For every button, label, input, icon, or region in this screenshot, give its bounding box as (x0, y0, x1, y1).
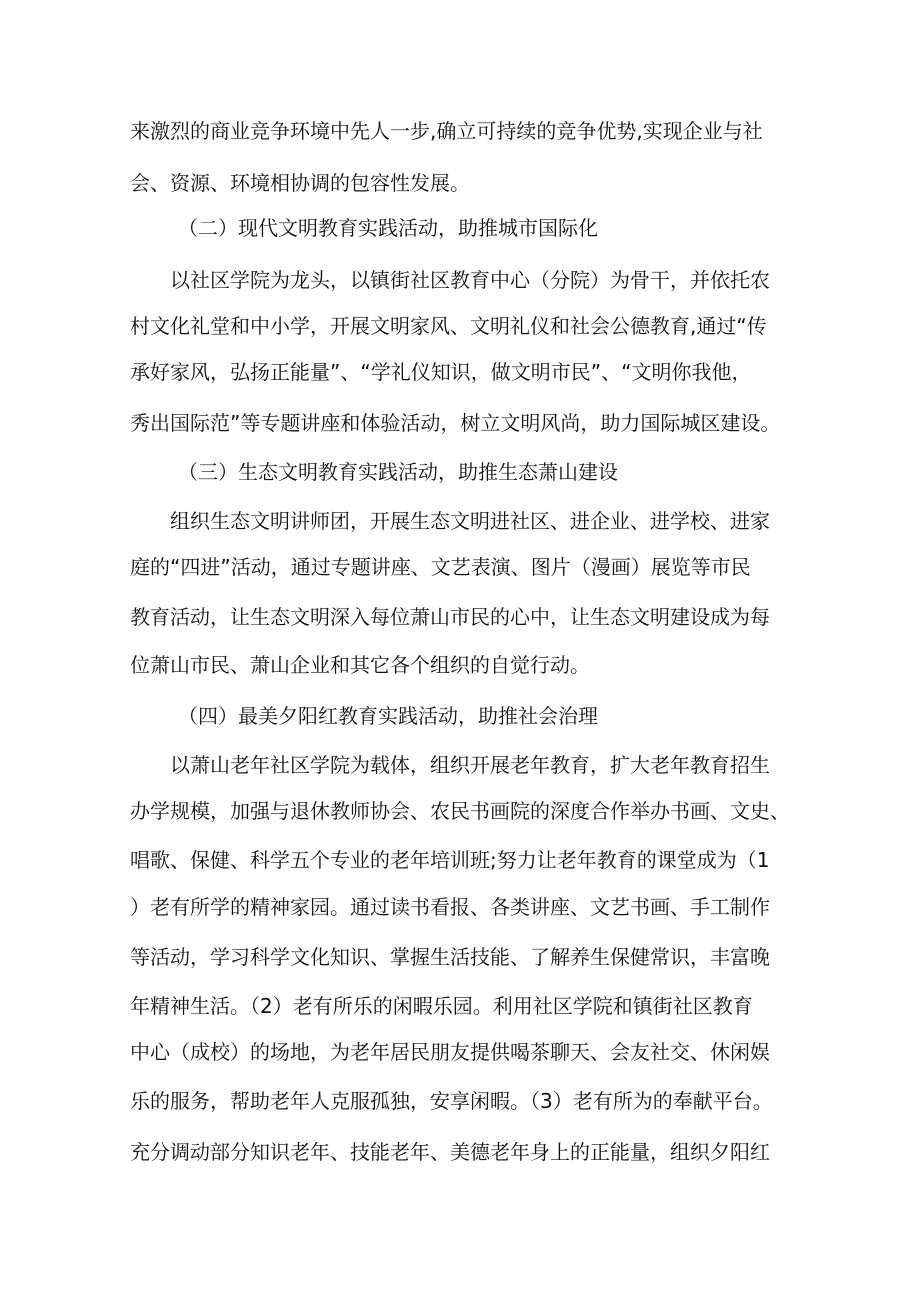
text-line: 以社区学院为龙头，以镇街社区教育中心（分院）为骨干，并依托农 (170, 268, 770, 292)
text-line: 充分调动部分知识老年、技能老年、美德老年身上的正能量，组织夕阳红 (130, 1140, 770, 1164)
text-line: ）老有所学的精神家园。通过读书看报、各类讲座、文艺书画、手工制作 (130, 895, 770, 919)
section-heading: （四）最美夕阳红教育实践活动，助推社会治理 (178, 704, 598, 728)
text-line: 会、资源、环境相协调的包容性发展。 (130, 171, 470, 195)
text-line: 村文化礼堂和中小学，开展文明家风、文明礼仪和社会公德教育,通过“传 (130, 314, 767, 338)
text-line: 承好家风，弘扬正能量”、“学礼仪知识，做文明市民”、“文明你我他， (130, 360, 752, 384)
section-heading: （三）生态文明教育实践活动，助推生态萧山建设 (178, 460, 618, 484)
text-line: 庭的“四进”活动，通过专题讲座、文艺表演、图片（漫画）展览等市民 (130, 555, 751, 579)
text-line: 教育活动，让生态文明深入每位萧山市民的心中，让生态文明建设成为每 (130, 605, 770, 629)
text-line: 年精神生活。（2）老有所乐的闲暇乐园。利用社区学院和镇街社区教育 (130, 994, 753, 1018)
text-line: 以萧山老年社区学院为载体，组织开展老年教育，扩大老年教育招生 (170, 753, 770, 777)
text-line: 中心（成校）的场地，为老年居民朋友提供喝茶聊天、会友社交、休闲娱 (130, 1040, 770, 1064)
text-line: 乐的服务，帮助老年人克服孤独，安享闲暇。（3）老有所为的奉献平台。 (130, 1089, 773, 1113)
text-line: 办学规模，加强与退休教师协会、农民书画院的深度合作举办书画、文史、 (130, 799, 790, 823)
text-line: 来激烈的商业竞争环境中先人一步,确立可持续的竞争优势,实现企业与社 (130, 119, 763, 143)
text-line: 组织生态文明讲师团，开展生态文明进社区、进企业、进学校、进家 (170, 509, 770, 533)
text-line: 唱歌、保健、科学五个专业的老年培训班;努力让老年教育的课堂成为（1 (130, 848, 770, 872)
text-line: 秀出国际范”等专题讲座和体验活动，树立文明风尚，助力国际城区建设。 (130, 411, 781, 435)
text-line: 位萧山市民、萧山企业和其它各个组织的自觉行动。 (130, 653, 590, 677)
text-line: 等活动，学习科学文化知识、掌握生活技能、了解养生保健常识，丰富晚 (130, 945, 770, 969)
section-heading: （二）现代文明教育实践活动，助推城市国际化 (178, 216, 598, 240)
